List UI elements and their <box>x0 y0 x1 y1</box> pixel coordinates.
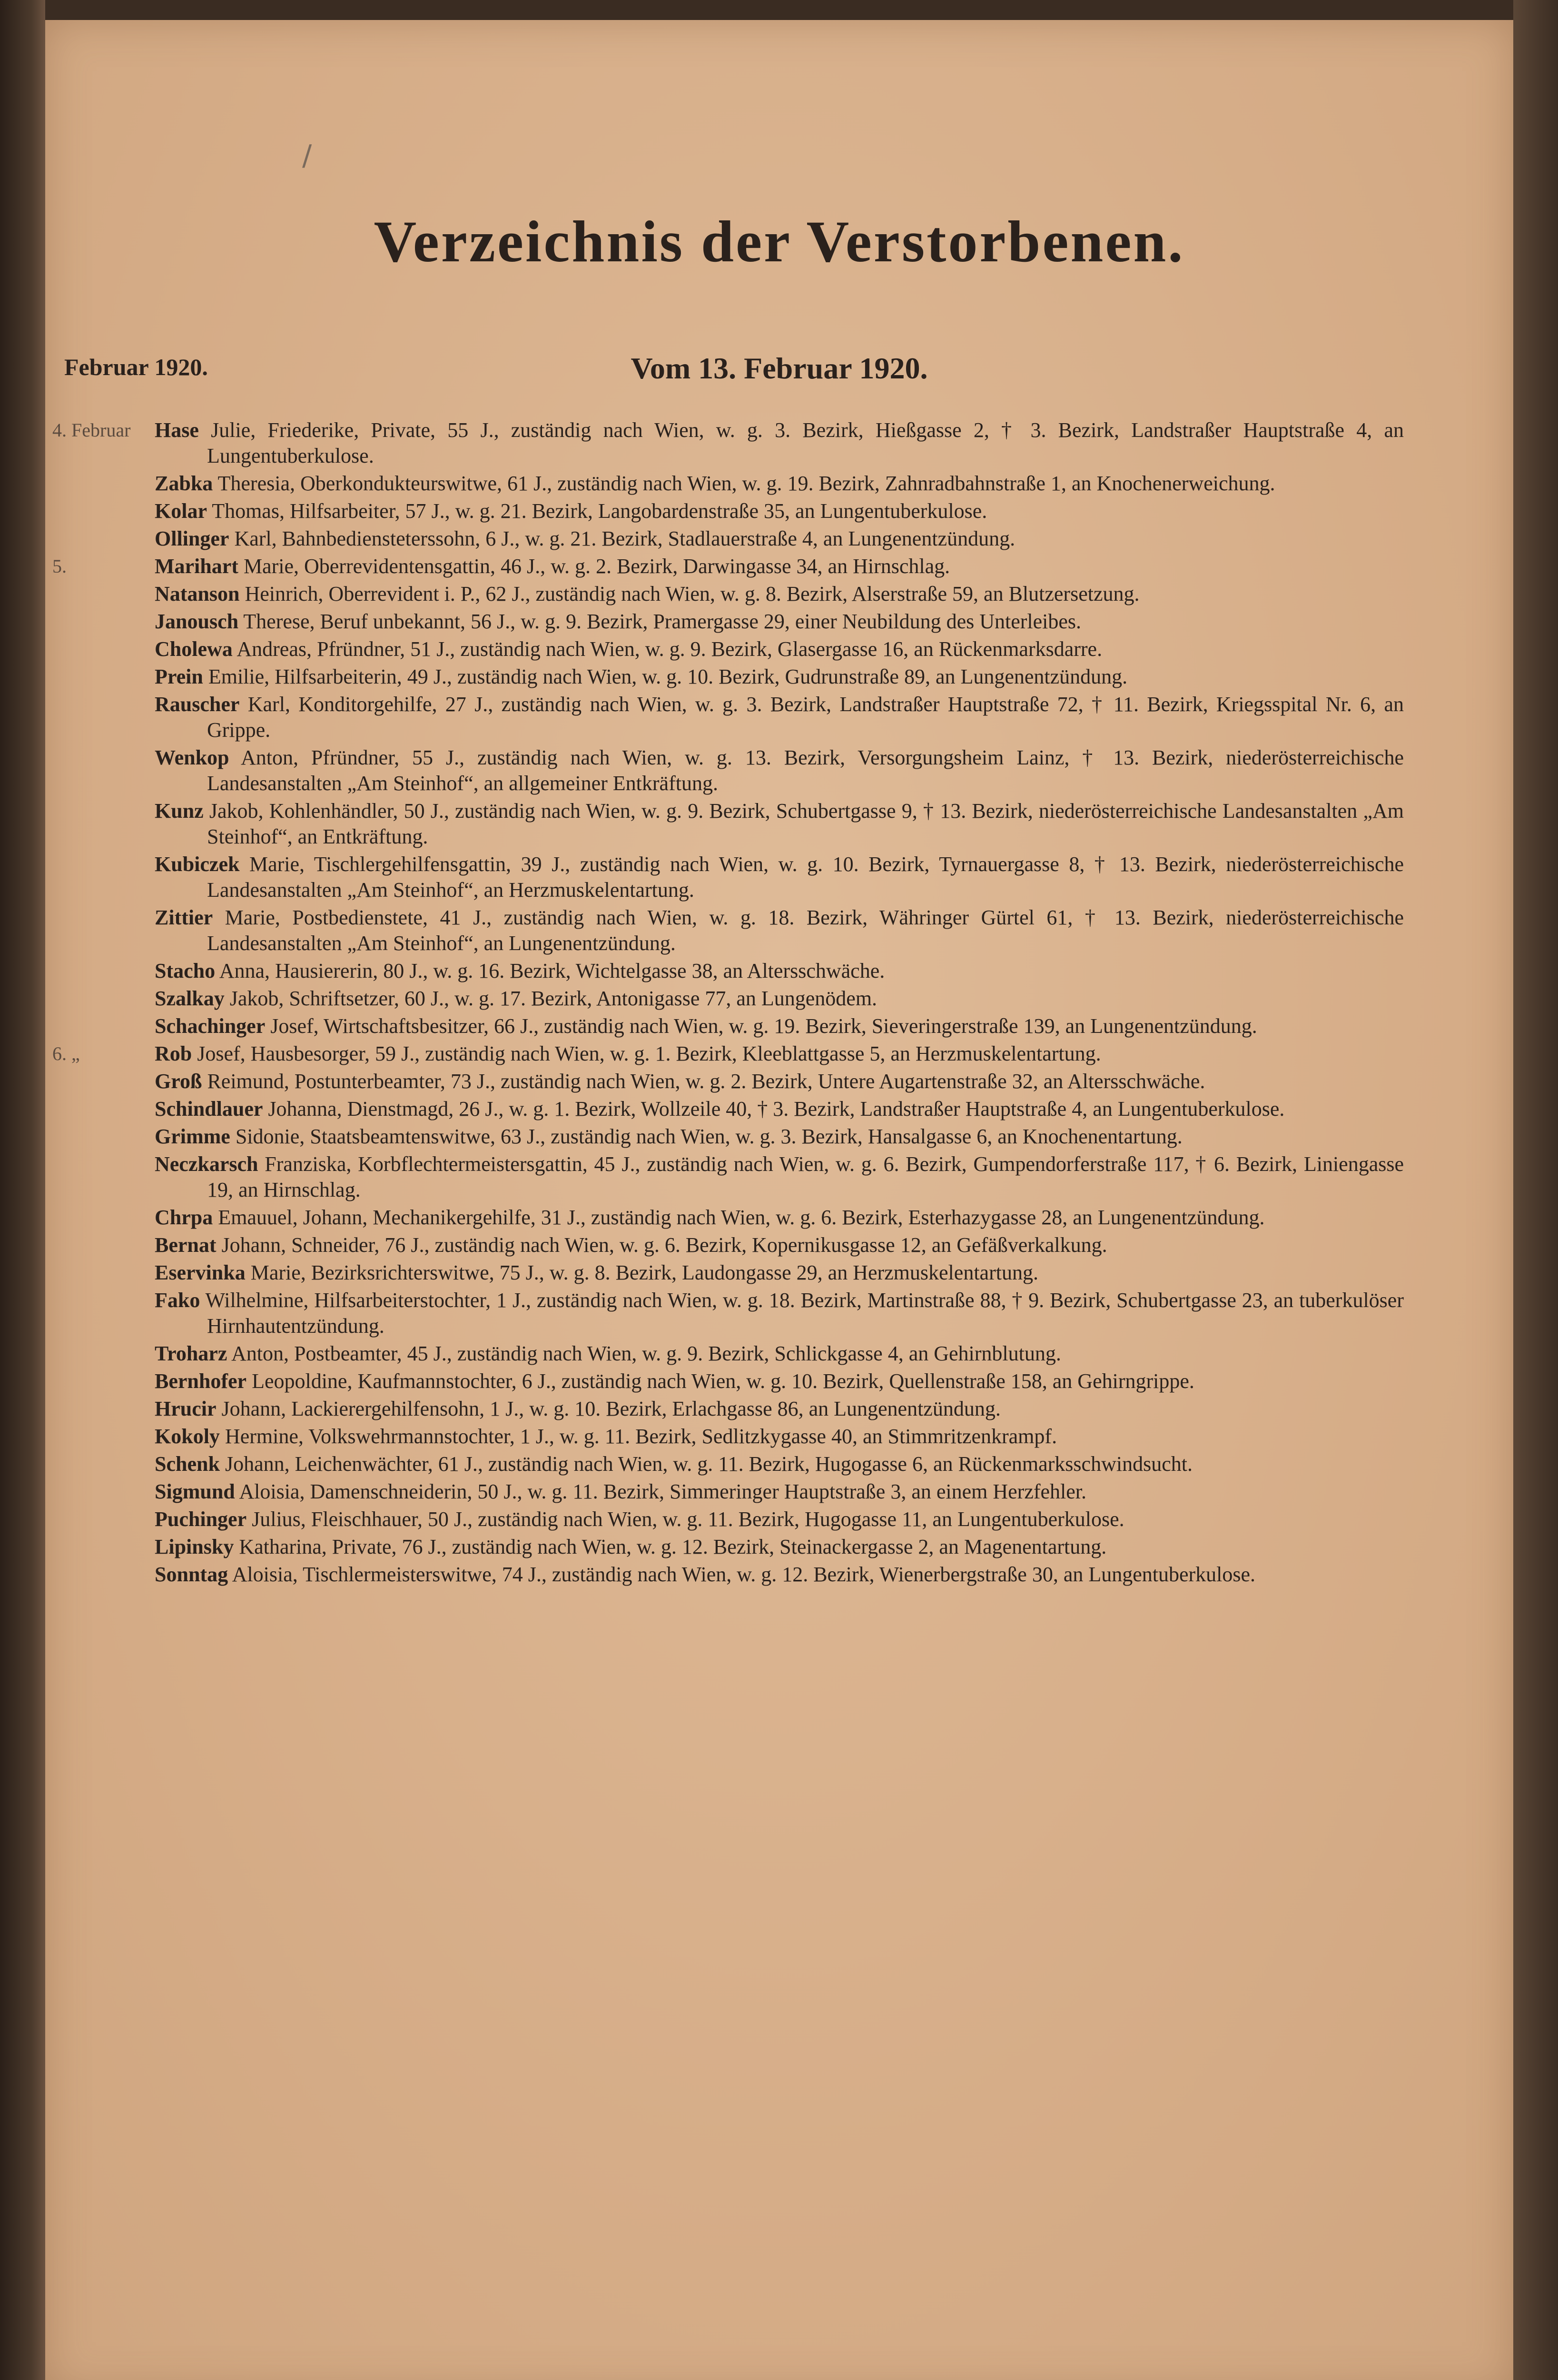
entry-details: Sidonie, Staatsbeamtenswitwe, 63 J., zuständig nach Wien, w. g. 3. Bezirk, Hansalgasse 6, an Knochenentartung. <box>235 1125 1183 1148</box>
register-entry <box>155 1451 1404 1477</box>
margin-date: 5. <box>52 555 67 577</box>
entry-details: Katharina, Private, 76 J., zuständig nach Wien, w. g. 12. Bezirk, Steinackergasse 2, an Magenentartung. <box>239 1535 1107 1558</box>
register-entry <box>155 958 1404 984</box>
surname: Schachinger <box>155 1014 266 1038</box>
surname: Chrpa <box>155 1206 213 1229</box>
entry-details: Heinrich, Oberrevident i. P., 62 J., zuständig nach Wien, w. g. 8. Bezirk, Alserstraße 59, an Blutzersetzung. <box>245 582 1140 605</box>
entry-details: Emauuel, Johann, Mechanikergehilfe, 31 J., zuständig nach Wien, w. g. 6. Bezirk, Esterhazygasse 28, an Lungenentzündung. <box>218 1206 1265 1229</box>
entry-details: Johann, Leichenwächter, 61 J., zuständig nach Wien, w. g. 11. Bezirk, Hugogasse 6, an Rückenmarksschwindsucht. <box>225 1452 1193 1476</box>
register-entry <box>155 498 1404 524</box>
entry-details: Anton, Postbeamter, 45 J., zuständig nach Wien, w. g. 9. Bezirk, Schlickgasse 4, an Gehirnblutung. <box>231 1342 1061 1365</box>
register-entry <box>155 664 1404 690</box>
entry-details: Marie, Bezirksrichterswitwe, 75 J., w. g. 8. Bezirk, Laudongasse 29, an Herzmuskelentartung. <box>250 1261 1038 1284</box>
register-entry <box>155 986 1404 1012</box>
entry-details: Karl, Bahnbediensteterssohn, 6 J., w. g. 21. Bezirk, Stadlauerstraße 4, an Lungenentzündung. <box>234 527 1016 550</box>
surname: Puchinger <box>155 1507 247 1531</box>
register-entry <box>155 1534 1404 1560</box>
register-entry <box>155 1124 1404 1150</box>
book-spine <box>0 0 45 2380</box>
page-title: Verzeichnis der Verstorbenen. <box>374 209 1185 274</box>
surname: Sonntag <box>155 1563 228 1586</box>
register-entry <box>155 905 1404 956</box>
surname: Kunz <box>155 799 204 823</box>
register-entry <box>155 1424 1404 1449</box>
register-entry <box>155 1096 1404 1122</box>
surname: Kolar <box>155 499 207 523</box>
surname: Zabka <box>155 472 213 495</box>
surname: Prein <box>155 665 203 688</box>
register-entry <box>52 417 1404 469</box>
register-entry <box>155 1205 1404 1230</box>
surname: Hase <box>155 418 199 442</box>
entry-details: Josef, Wirtschaftsbesitzer, 66 J., zuständig nach Wien, w. g. 19. Bezirk, Sieveringerstraße 139, an Lungenentzündung. <box>270 1014 1257 1038</box>
register-entry <box>155 636 1404 662</box>
surname: Kubiczek <box>155 853 240 876</box>
entry-details: Leopoldine, Kaufmannstochter, 6 J., zuständig nach Wien, w. g. 10. Bezirk, Quellenstraße 158, an Gehirngrippe. <box>252 1369 1194 1393</box>
margin-date: 4. Februar <box>52 419 131 441</box>
surname: Stacho <box>155 959 216 982</box>
register-entry <box>155 609 1404 635</box>
entry-details: Wilhelmine, Hilfsarbeiterstochter, 1 J., zuständig nach Wien, w. g. 18. Bezirk, Martinstraße 88, † 9. Bezirk, Schubertgasse 23, an tuberkulöser Hirnhautentzündung. <box>205 1289 1404 1338</box>
entry-details: Hermine, Volkswehrmannstochter, 1 J., w. g. 11. Bezirk, Sedlitzkygasse 40, an Stimmritzenkrampf. <box>225 1425 1057 1448</box>
entry-details: Aloisia, Damenschneiderin, 50 J., w. g. 11. Bezirk, Simmeringer Hauptstraße 3, an einem Herzfehler. <box>239 1480 1087 1503</box>
entry-details: Marie, Tischlergehilfensgattin, 39 J., zuständig nach Wien, w. g. 10. Bezirk, Tyrnauergasse 8, † 13. Bezirk, niederösterreichische Landesanstalten „Am Steinhof“, an Herzmuskelentartung. <box>207 853 1404 902</box>
register-entry <box>155 526 1404 552</box>
register-entry <box>155 692 1404 743</box>
register-entry <box>155 1479 1404 1505</box>
entry-details: Julie, Friederike, Private, 55 J., zuständig nach Wien, w. g. 3. Bezirk, Hießgasse 2, † 3. Bezirk, Landstraßer Hauptstraße 4, an Lungentuberkulose. <box>207 418 1404 467</box>
surname: Cholewa <box>155 637 233 661</box>
entry-details: Jakob, Kohlenhändler, 50 J., zuständig nach Wien, w. g. 9. Bezirk, Schubertgasse 9, † 13. Bezirk, niederösterreichische Landesanstalten „Am Steinhof“, an Entkräftung. <box>207 799 1404 848</box>
register-entry <box>155 471 1404 496</box>
entry-details: Johanna, Dienstmagd, 26 J., w. g. 1. Bezirk, Wollzeile 40, † 3. Bezirk, Landstraßer Hauptstraße 4, an Lungentuberkulose. <box>268 1097 1285 1121</box>
surname: Schindlauer <box>155 1097 263 1121</box>
entry-details: Thomas, Hilfsarbeiter, 57 J., w. g. 21. Bezirk, Langobardenstraße 35, an Lungentuberkulose. <box>212 499 987 523</box>
register-entry <box>155 1260 1404 1286</box>
entry-details: Marie, Oberrevidentensgattin, 46 J., w. g. 2. Bezirk, Darwingasse 34, an Hirnschlag. <box>243 555 950 578</box>
surname: Hrucir <box>155 1397 217 1420</box>
month-label: Februar 1920. <box>64 354 208 380</box>
entry-details: Julius, Fleischhauer, 50 J., zuständig nach Wien, w. g. 11. Bezirk, Hugogasse 11, an Lungentuberkulose. <box>252 1507 1124 1531</box>
entry-details: Marie, Postbedienstete, 41 J., zuständig nach Wien, w. g. 18. Bezirk, Währinger Gürtel 61, † 13. Bezirk, niederösterreichische Landesanstalten „Am Steinhof“, an Lungenentzündung. <box>207 906 1404 955</box>
surname: Marihart <box>155 555 238 578</box>
entry-details: Therese, Beruf unbekannt, 56 J., w. g. 9. Bezirk, Pramergasse 29, einer Neubildung des Unterleibes. <box>243 610 1082 633</box>
register-entry <box>155 1013 1404 1039</box>
surname: Sigmund <box>155 1480 235 1503</box>
entry-details: Reimund, Postunterbeamter, 73 J., zuständig nach Wien, w. g. 2. Bezirk, Untere Augartenstraße 32, an Altersschwäche. <box>207 1070 1205 1093</box>
surname: Janousch <box>155 610 239 633</box>
surname: Rauscher <box>155 693 240 716</box>
register-entry <box>155 852 1404 903</box>
register-entry <box>155 1368 1404 1394</box>
surname: Groß <box>155 1070 202 1093</box>
surname: Lipinsky <box>155 1535 234 1558</box>
surname: Szalkay <box>155 987 225 1010</box>
surname: Ollinger <box>155 527 229 550</box>
surname: Neczkarsch <box>155 1152 258 1176</box>
register-entry <box>155 1069 1404 1094</box>
entry-details: Josef, Hausbesorger, 59 J., zuständig nach Wien, w. g. 1. Bezirk, Kleeblattgasse 5, an Herzmuskelentartung. <box>197 1042 1101 1065</box>
surname: Eservinka <box>155 1261 246 1284</box>
pencil-mark: / <box>302 139 312 172</box>
surname: Grimme <box>155 1125 230 1148</box>
register-entry <box>52 554 1404 579</box>
entry-details: Aloisia, Tischlermeisterswitwe, 74 J., zuständig nach Wien, w. g. 12. Bezirk, Wienerbergstraße 30, an Lungentuberkulose. <box>232 1563 1256 1586</box>
entry-details: Franziska, Korbflechtermeistersgattin, 45 J., zuständig nach Wien, w. g. 6. Bezirk, Gumpendorferstraße 117, † 6. Bezirk, Liniengasse 19, an Hirnschlag. <box>207 1152 1404 1201</box>
surname: Troharz <box>155 1342 227 1365</box>
surname: Natanson <box>155 582 240 605</box>
register-entry <box>155 581 1404 607</box>
date-heading: Vom 13. Februar 1920. <box>631 351 928 385</box>
register-entry <box>155 798 1404 850</box>
margin-date: 6. „ <box>52 1043 80 1064</box>
entry-details: Johann, Lackierergehilfensohn, 1 J., w. g. 10. Bezirk, Erlachgasse 86, an Lungenentzündung. <box>221 1397 1001 1420</box>
surname: Bernhofer <box>155 1369 247 1393</box>
surname: Fako <box>155 1289 200 1312</box>
entry-details: Theresia, Oberkondukteurswitwe, 61 J., zuständig nach Wien, w. g. 19. Bezirk, Zahnradbahnstraße 1, an Knochenerweichung. <box>217 472 1275 495</box>
register-entry <box>52 1041 1404 1067</box>
surname: Bernat <box>155 1233 217 1257</box>
register-entry <box>155 1288 1404 1339</box>
register-entry <box>155 1341 1404 1367</box>
entry-details: Emilie, Hilfsarbeiterin, 49 J., zuständig nach Wien, w. g. 10. Bezirk, Gudrunstraße 89, an Lungenentzündung. <box>208 665 1128 688</box>
register-entry <box>155 1562 1404 1587</box>
death-register-list <box>52 417 1404 1589</box>
entry-details: Anna, Hausiererin, 80 J., w. g. 16. Bezirk, Wichtelgasse 38, an Altersschwäche. <box>219 959 885 982</box>
register-entry <box>155 1507 1404 1532</box>
page-edge <box>1513 0 1558 2380</box>
entry-details: Jakob, Schriftsetzer, 60 J., w. g. 17. Bezirk, Antonigasse 77, an Lungenödem. <box>229 987 878 1010</box>
entry-details: Anton, Pfründner, 55 J., zuständig nach Wien, w. g. 13. Bezirk, Versorgungsheim Lainz, † 13. Bezirk, niederösterreichische Landesanstalten „Am Steinhof“, an allgemeiner Entkräftung. <box>207 746 1404 795</box>
register-entry <box>155 745 1404 796</box>
surname: Schenk <box>155 1452 220 1476</box>
surname: Wenkop <box>155 746 229 769</box>
surname: Rob <box>155 1042 192 1065</box>
entry-details: Johann, Schneider, 76 J., zuständig nach Wien, w. g. 6. Bezirk, Kopernikusgasse 12, an Gefäßverkalkung. <box>221 1233 1107 1257</box>
document-page <box>45 20 1513 2380</box>
surname: Kokoly <box>155 1425 220 1448</box>
surname: Zittier <box>155 906 213 929</box>
register-entry <box>155 1396 1404 1422</box>
entry-details: Karl, Konditorgehilfe, 27 J., zuständig nach Wien, w. g. 3. Bezirk, Landstraßer Hauptstraße 72, † 11. Bezirk, Kriegsspital Nr. 6, an Grippe. <box>207 693 1404 742</box>
register-entry <box>155 1151 1404 1203</box>
entry-details: Andreas, Pfründner, 51 J., zuständig nach Wien, w. g. 9. Bezirk, Glasergasse 16, an Rückenmarksdarre. <box>237 637 1103 661</box>
register-entry <box>155 1232 1404 1258</box>
